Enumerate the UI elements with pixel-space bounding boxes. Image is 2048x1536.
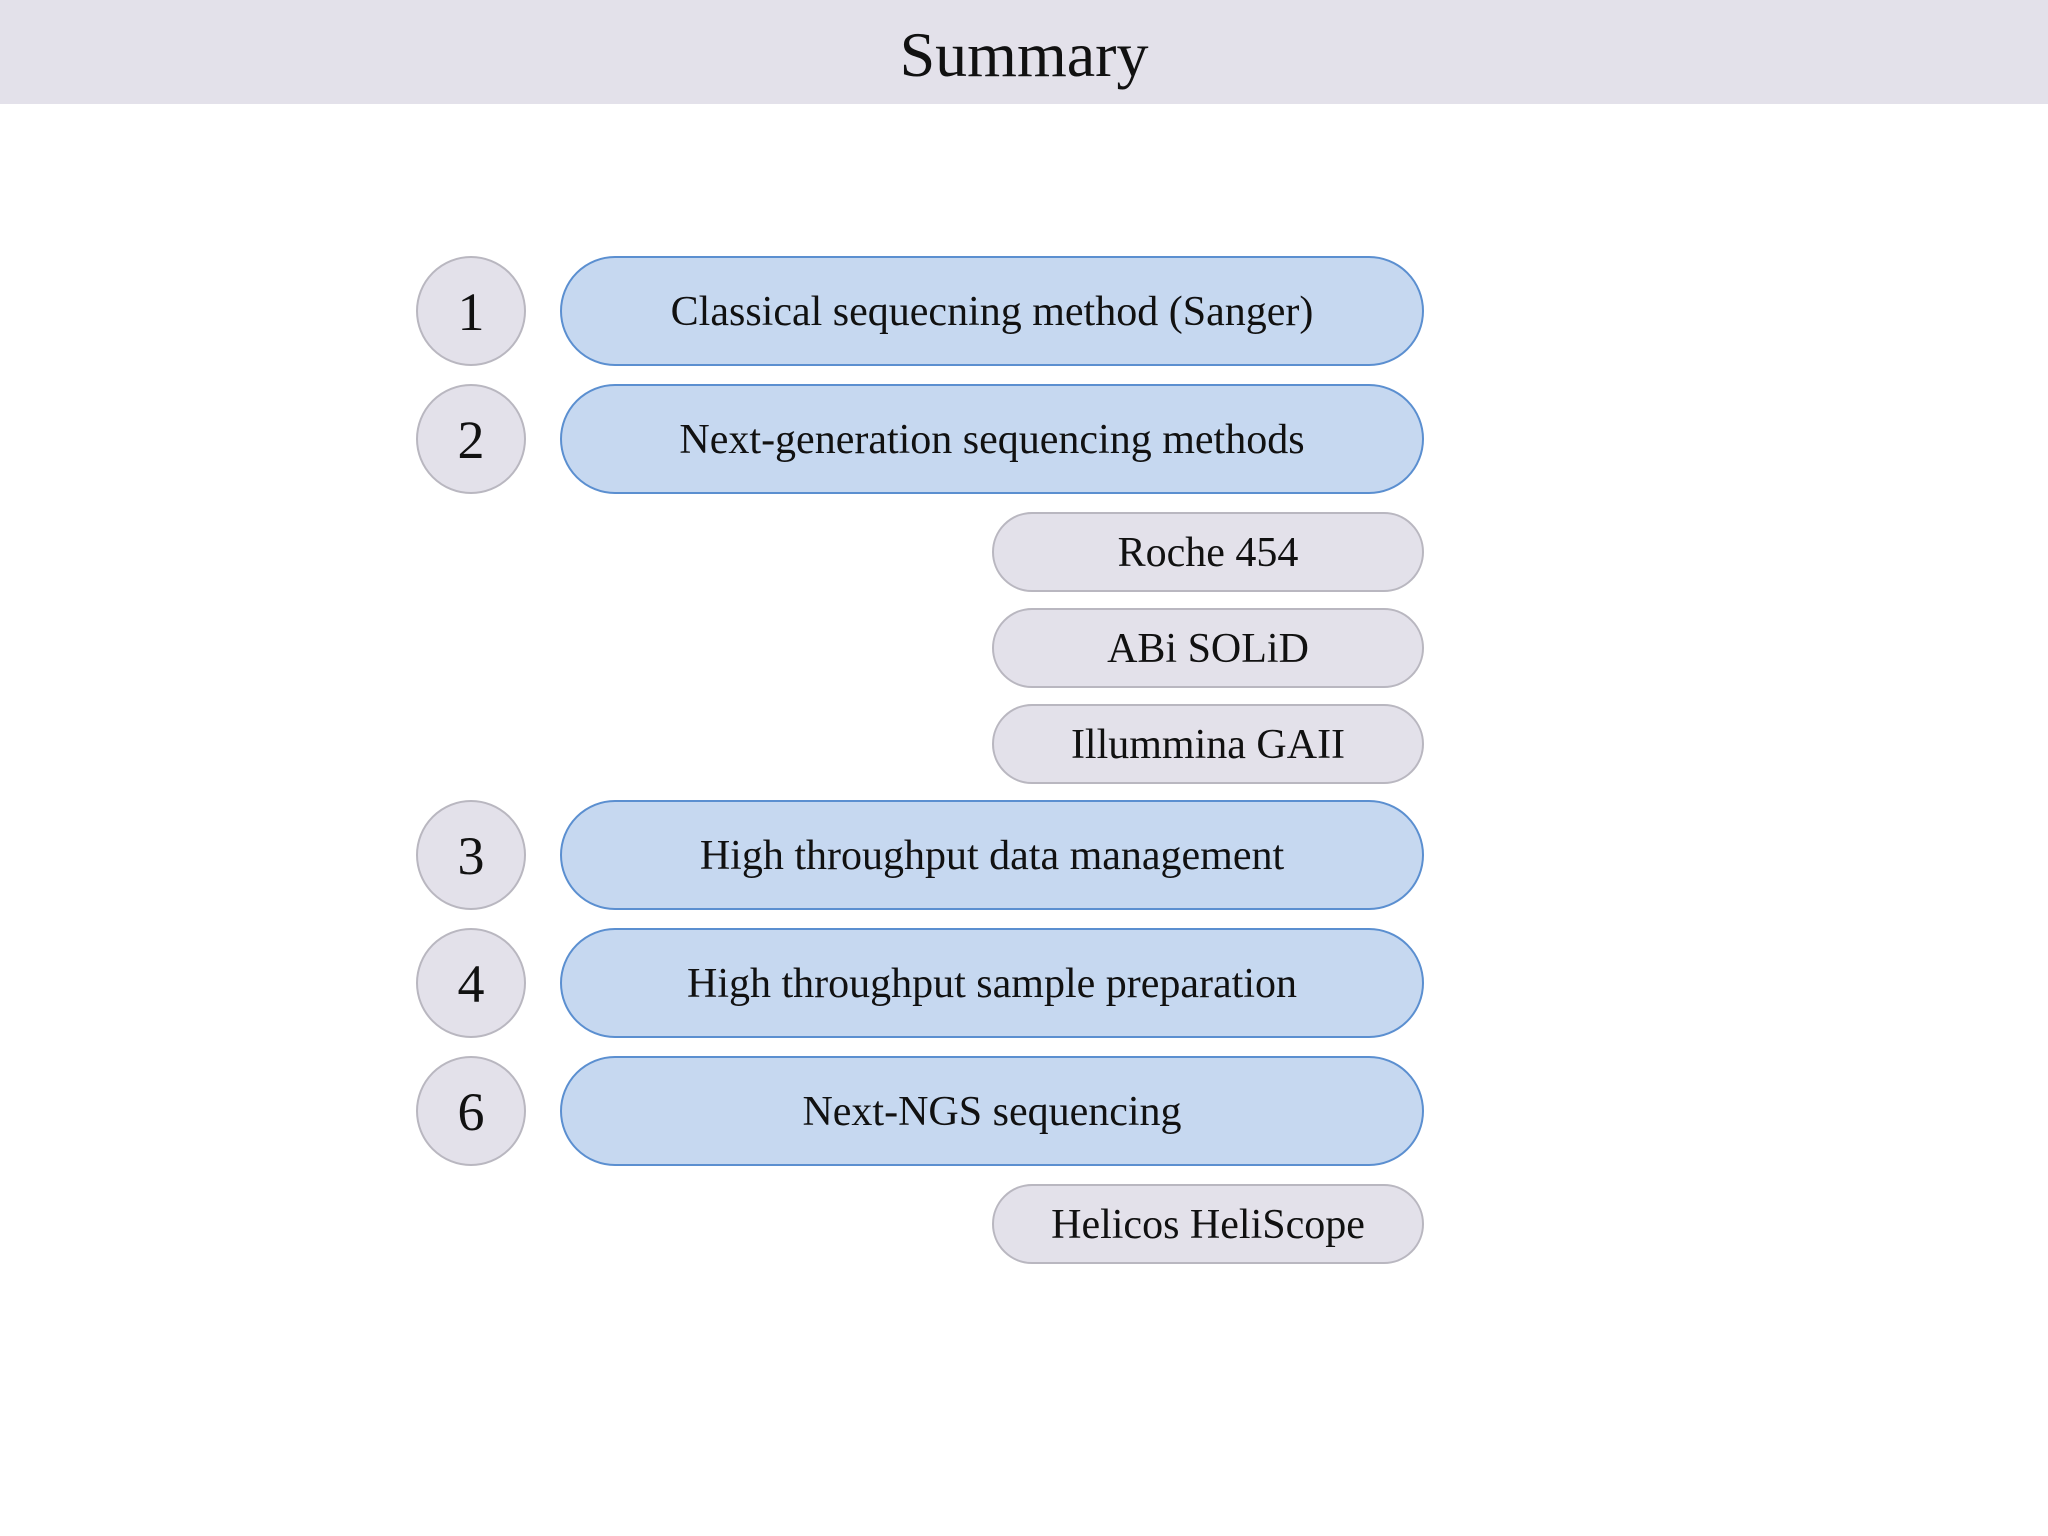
step-number-1: 1 xyxy=(416,256,526,366)
step-pill-sanger: Classical sequecning method (Sanger) xyxy=(560,256,1424,366)
step-number-3: 3 xyxy=(416,800,526,910)
step-pill-data-management: High throughput data management xyxy=(560,800,1424,910)
step-pill-ngs-methods: Next-generation sequencing methods xyxy=(560,384,1424,494)
step-number-4: 4 xyxy=(416,928,526,1038)
subitem-abi-solid: ABi SOLiD xyxy=(992,608,1424,688)
subitem-helicos-heliscope: Helicos HeliScope xyxy=(992,1184,1424,1264)
subitem-illumina-gaii: Illummina GAII xyxy=(992,704,1424,784)
step-pill-next-ngs: Next-NGS sequencing xyxy=(560,1056,1424,1166)
slide-title: Summary xyxy=(899,19,1149,90)
subitem-roche-454: Roche 454 xyxy=(992,512,1424,592)
step-pill-sample-preparation: High throughput sample preparation xyxy=(560,928,1424,1038)
step-number-2: 2 xyxy=(416,384,526,494)
step-number-6: 6 xyxy=(416,1056,526,1166)
